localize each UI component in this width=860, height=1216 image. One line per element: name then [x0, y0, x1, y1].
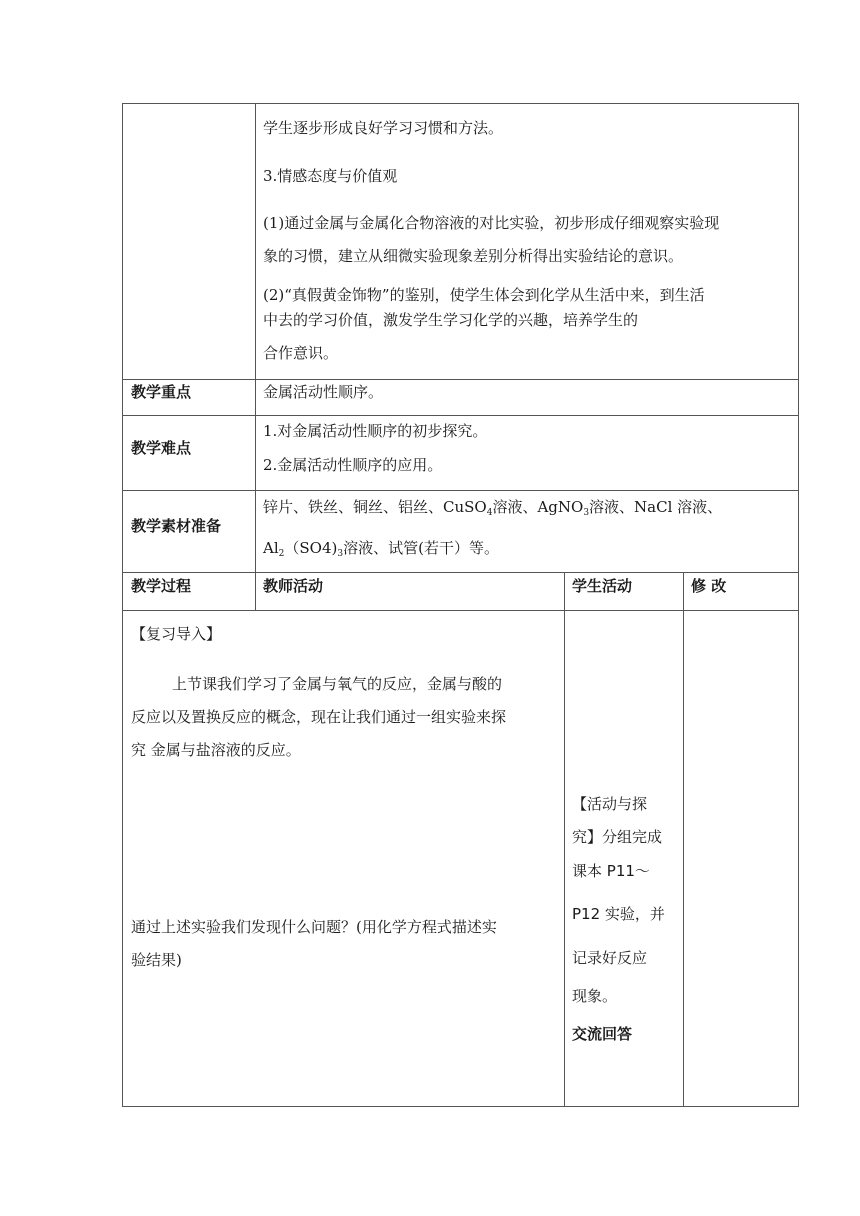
row-divider-2 [122, 415, 799, 416]
materials-line-2 [263, 538, 499, 558]
table-border-top [122, 103, 799, 104]
difficulty-label: 教学难点 [131, 439, 192, 457]
student-activity-line-3: 课本 P11～ [572, 862, 650, 880]
row-divider-3 [122, 490, 799, 491]
label-column-divider [255, 103, 256, 611]
revision-column-divider [683, 572, 684, 1107]
materials-text: 溶液、AgNO [492, 498, 584, 516]
objectives-line: 学生逐步形成良好学习习惯和方法。 [263, 119, 504, 137]
table-border-left [122, 103, 123, 1107]
student-activity-line-6: 现象。 [572, 987, 618, 1005]
materials-line-1 [263, 497, 722, 517]
key-point-value: 金属活动性顺序。 [263, 383, 384, 401]
difficulty-item-1: 1.对金属活动性顺序的初步探究。 [263, 422, 488, 440]
materials-text: 溶液、试管(若干）等。 [343, 539, 499, 557]
materials-text: 溶液、NaCl 溶液、 [589, 498, 723, 516]
subscript: 3 [337, 549, 344, 559]
subscript: 4 [486, 508, 493, 518]
difficulty-item-2: 2.金属活动性顺序的应用。 [263, 456, 443, 474]
teacher-question-line-1: 通过上述实验我们发现什么问题？(用化学方程式描述实 [131, 918, 497, 936]
row-divider-4 [122, 572, 799, 573]
revision-header: 修 改 [691, 577, 727, 595]
student-column-divider [564, 572, 565, 1107]
attitude-point-2-line-3: 合作意识。 [263, 344, 339, 362]
student-activity-line-1: 【活动与探 [572, 795, 648, 813]
teacher-intro-line-1: 上节课我们学习了金属与氧气的反应，金属与酸的 [172, 675, 503, 693]
teacher-question-line-2: 验结果) [131, 951, 182, 969]
materials-text: 锌片、铁丝、铜丝、铝丝、CuSO [263, 498, 487, 516]
student-answer: 交流回答 [572, 1025, 633, 1043]
student-activity-line-5: 记录好反应 [572, 949, 648, 967]
attitude-point-2-line-2: 中去的学习价值，激发学生学习化学的兴趣，培养学生的 [263, 311, 639, 329]
row-divider-5 [122, 610, 799, 611]
student-activity-header: 学生活动 [572, 577, 633, 595]
subscript: 2 [278, 549, 285, 559]
attitude-heading: 3.情感态度与价值观 [263, 167, 398, 185]
section-title-review: 【复习导入】 [131, 625, 222, 643]
table-border-bottom [122, 1106, 799, 1107]
materials-label: 教学素材准备 [131, 517, 222, 535]
attitude-point-1-line-2: 象的习惯，建立从细微实验现象差别分析得出实验结论的意识。 [263, 247, 684, 265]
student-activity-line-4: P12 实验，并 [572, 905, 665, 923]
teacher-intro-line-2: 反应以及置换反应的概念，现在让我们通过一组实验来探 [131, 708, 507, 726]
subscript: 3 [583, 508, 590, 518]
teacher-activity-header: 教师活动 [263, 577, 324, 595]
row-divider-1 [122, 379, 799, 380]
materials-text: Al [263, 539, 279, 557]
materials-text: （SO4) [284, 539, 338, 557]
teacher-intro-line-3: 究 金属与盐溶液的反应。 [131, 741, 301, 759]
key-point-label: 教学重点 [131, 383, 192, 401]
attitude-point-2-line-1: (2)“真假黄金饰物”的鉴别，使学生体会到化学从生活中来，到生活 [263, 286, 705, 304]
process-header-label: 教学过程 [131, 577, 192, 595]
table-border-right [798, 103, 799, 1107]
attitude-point-1-line-1: (1)通过金属与金属化合物溶液的对比实验，初步形成仔细观察实验现 [263, 214, 720, 232]
student-activity-line-2: 究】分组完成 [572, 828, 663, 846]
